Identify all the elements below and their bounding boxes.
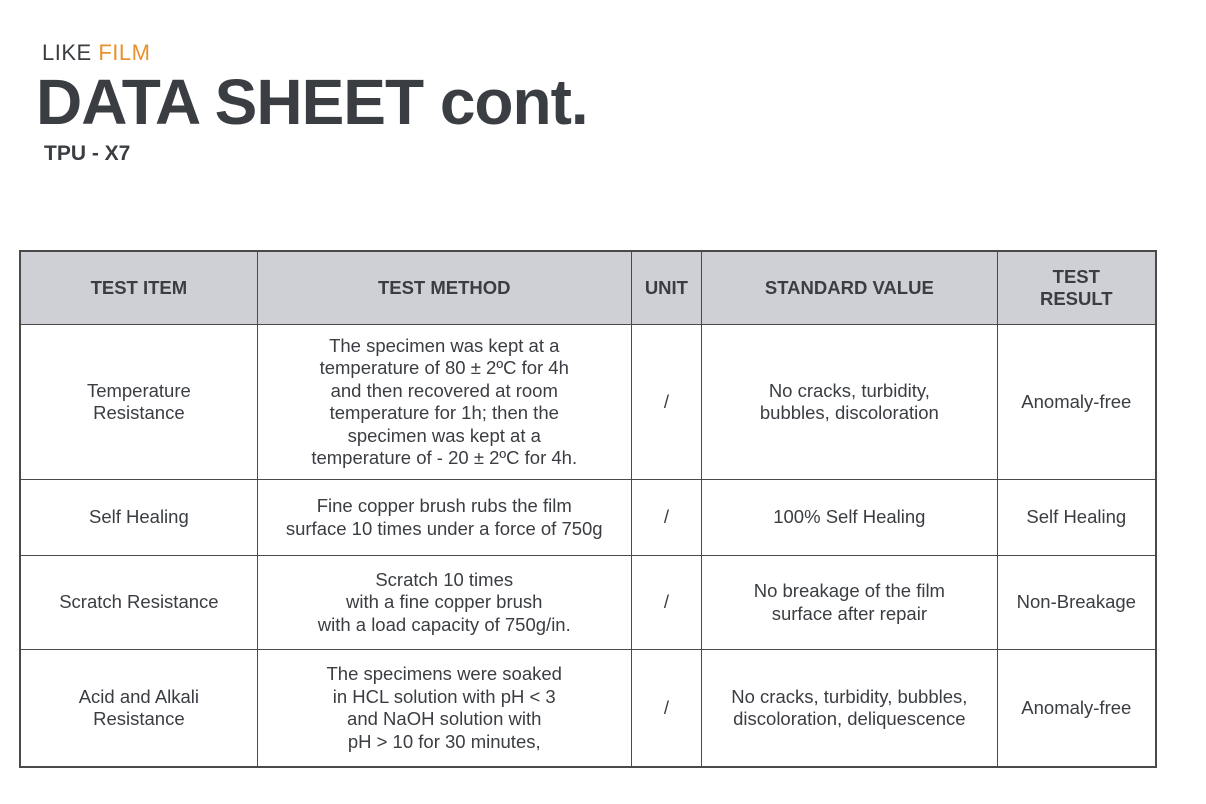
header-test-result: TEST RESULT xyxy=(997,251,1156,325)
cell-unit: / xyxy=(631,480,701,556)
page-title: DATA SHEET cont. xyxy=(36,66,588,138)
table-row xyxy=(20,480,1156,556)
cell-test-method: The specimen was kept at a temperature of 80 ± 2ºC for 4h and then recovered at room temperature for 1h; then the specimen was kept at a temperature of - 20 ± 2ºC for 4h. xyxy=(257,325,631,480)
header-unit: UNIT xyxy=(631,251,701,325)
table-header-row xyxy=(20,251,1156,325)
cell-test-result: Non-Breakage xyxy=(997,556,1156,650)
cell-test-method: Fine copper brush rubs the film surface 10 times under a force of 750g xyxy=(257,480,631,556)
cell-standard-value: 100% Self Healing xyxy=(702,480,998,556)
cell-test-item: Scratch Resistance xyxy=(20,556,257,650)
brand-prefix: LIKE xyxy=(42,40,99,65)
table-row xyxy=(20,650,1156,768)
table-row xyxy=(20,325,1156,480)
cell-standard-value: No cracks, turbidity, bubbles, discoloration, deliquescence xyxy=(702,650,998,768)
cell-test-item: Temperature Resistance xyxy=(20,325,257,480)
header-test-method: TEST METHOD xyxy=(257,251,631,325)
cell-test-result: Anomaly-free xyxy=(997,325,1156,480)
cell-test-item: Self Healing xyxy=(20,480,257,556)
cell-unit: / xyxy=(631,556,701,650)
header-standard-value: STANDARD VALUE xyxy=(702,251,998,325)
product-code: TPU - X7 xyxy=(44,142,131,165)
cell-unit: / xyxy=(631,325,701,480)
brand-accent: FILM xyxy=(98,40,151,65)
cell-test-method: The specimens were soaked in HCL solution with pH < 3 and NaOH solution with pH > 10 for 30 minutes, xyxy=(257,650,631,768)
brand-label xyxy=(42,40,150,66)
data-sheet-table xyxy=(19,250,1157,768)
table-row xyxy=(20,556,1156,650)
cell-standard-value: No breakage of the film surface after repair xyxy=(702,556,998,650)
cell-test-method: Scratch 10 times with a fine copper brush with a load capacity of 750g/in. xyxy=(257,556,631,650)
cell-test-item: Acid and Alkali Resistance xyxy=(20,650,257,768)
cell-test-result: Self Healing xyxy=(997,480,1156,556)
cell-standard-value: No cracks, turbidity, bubbles, discoloration xyxy=(702,325,998,480)
header-test-item: TEST ITEM xyxy=(20,251,257,325)
cell-unit: / xyxy=(631,650,701,768)
cell-test-result: Anomaly-free xyxy=(997,650,1156,768)
